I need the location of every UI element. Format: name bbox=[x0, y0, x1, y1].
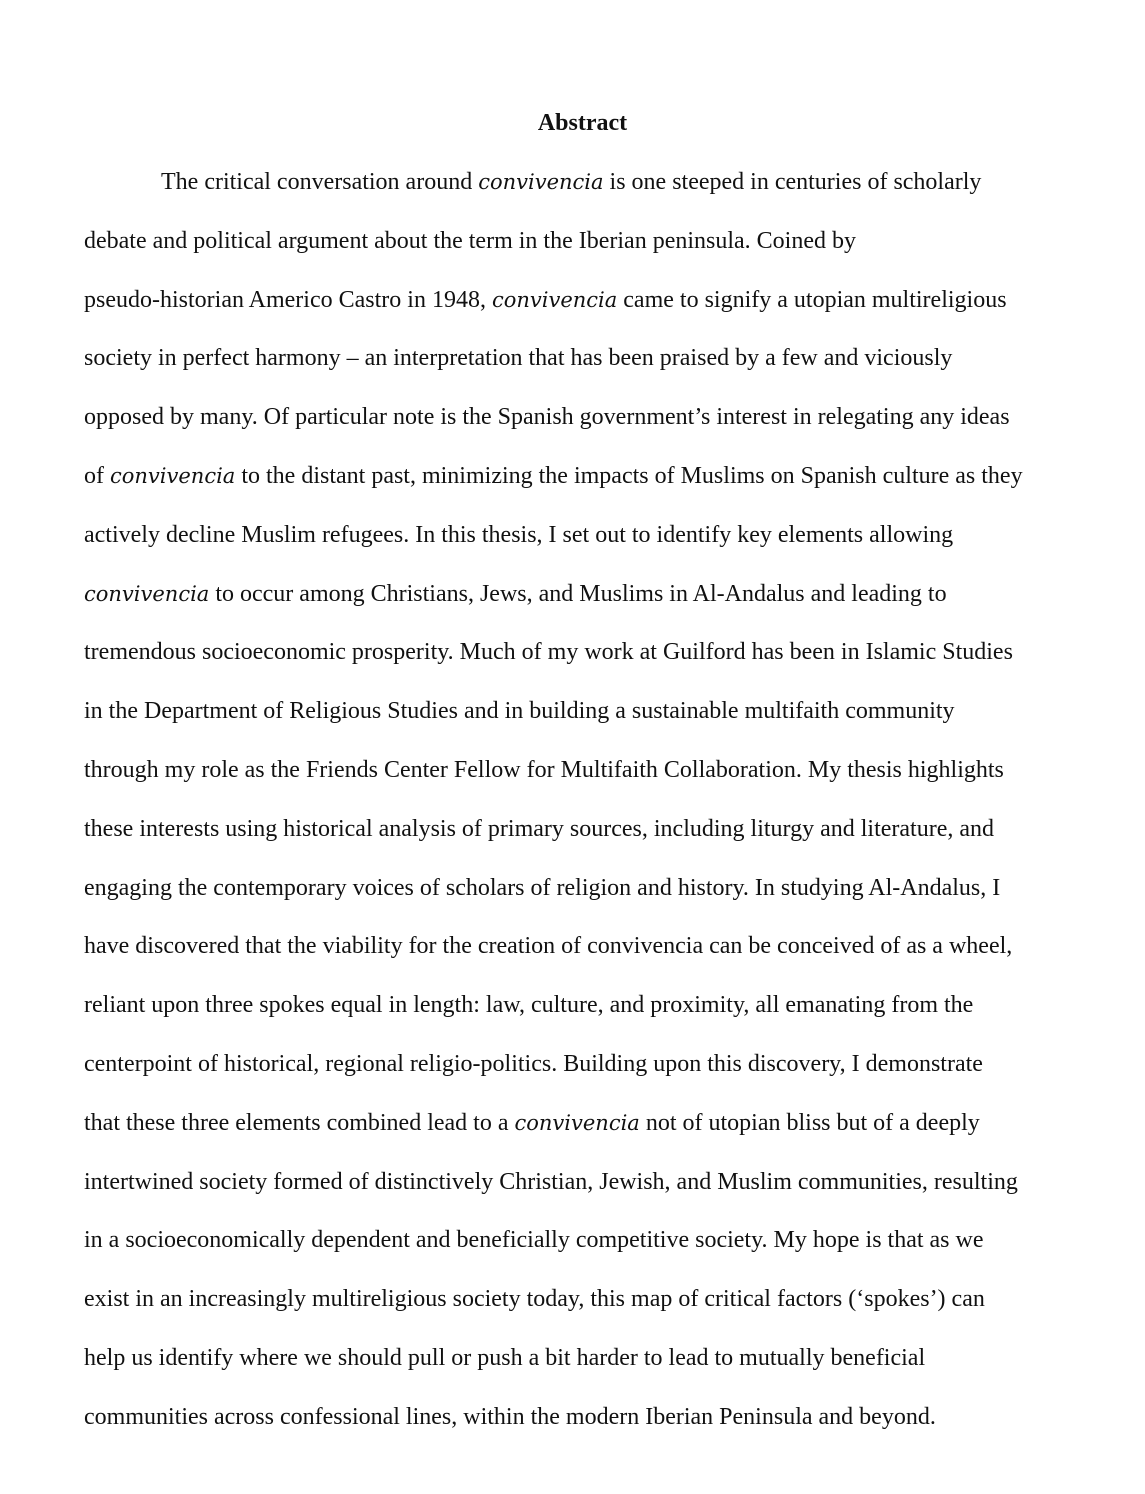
abstract-line: convivencia to occur among Christians, Jews, and Muslims in Al-Andalus and leading to bbox=[84, 581, 947, 607]
abstract-line: centerpoint of historical, regional religio-politics. Building upon this discovery, I demonstrate bbox=[84, 1051, 983, 1077]
abstract-line: actively decline Muslim refugees. In this thesis, I set out to identify key elements allowing bbox=[84, 522, 954, 548]
abstract-line: opposed by many. Of particular note is the Spanish government’s interest in relegating any ideas bbox=[84, 404, 1010, 430]
abstract-line: through my role as the Friends Center Fellow for Multifaith Collaboration. My thesis highlights bbox=[84, 757, 1004, 783]
abstract-line: society in perfect harmony – an interpretation that has been praised by a few and viciously bbox=[84, 345, 953, 371]
abstract-line: have discovered that the viability for the creation of convivencia can be conceived of as a wheel, bbox=[84, 933, 1013, 959]
italic-term: convivencia bbox=[110, 464, 236, 488]
abstract-line: these interests using historical analysis of primary sources, including liturgy and literature, and bbox=[84, 816, 995, 842]
italic-term: convivencia bbox=[478, 170, 604, 194]
abstract-line: debate and political argument about the term in the Iberian peninsula. Coined by bbox=[84, 228, 856, 254]
abstract-line: in the Department of Religious Studies and in building a sustainable multifaith community bbox=[84, 698, 955, 724]
abstract-line: intertwined society formed of distinctively Christian, Jewish, and Muslim communities, resulting bbox=[84, 1169, 1018, 1195]
abstract-line: engaging the contemporary voices of scholars of religion and history. In studying Al-Andalus, I bbox=[84, 875, 1001, 901]
abstract-line: tremendous socioeconomic prosperity. Much of my work at Guilford has been in Islamic Studies bbox=[84, 639, 1013, 665]
abstract-line: communities across confessional lines, within the modern Iberian Peninsula and beyond. bbox=[84, 1404, 936, 1430]
abstract-line: reliant upon three spokes equal in length: law, culture, and proximity, all emanating from the bbox=[84, 992, 974, 1018]
abstract-line: exist in an increasingly multireligious society today, this map of critical factors (‘spokes’) can bbox=[84, 1286, 985, 1312]
abstract-line: that these three elements combined lead to a convivencia not of utopian bliss but of a deeply bbox=[84, 1110, 980, 1136]
abstract-line: help us identify where we should pull or push a bit harder to lead to mutually beneficial bbox=[84, 1345, 926, 1371]
abstract-line: in a socioeconomically dependent and beneficially competitive society. My hope is that as we bbox=[84, 1227, 984, 1253]
abstract-line: of convivencia to the distant past, minimizing the impacts of Muslims on Spanish culture as they bbox=[84, 463, 1023, 489]
italic-term: convivencia bbox=[84, 582, 210, 606]
abstract-title: Abstract bbox=[537, 110, 628, 136]
abstract-line: pseudo-historian Americo Castro in 1948, convivencia came to signify a utopian multireligious bbox=[84, 287, 1007, 313]
italic-term: convivencia bbox=[514, 1111, 640, 1135]
abstract-line: The critical conversation around convivencia is one steeped in centuries of scholarly bbox=[161, 169, 982, 195]
italic-term: convivencia bbox=[491, 288, 618, 312]
